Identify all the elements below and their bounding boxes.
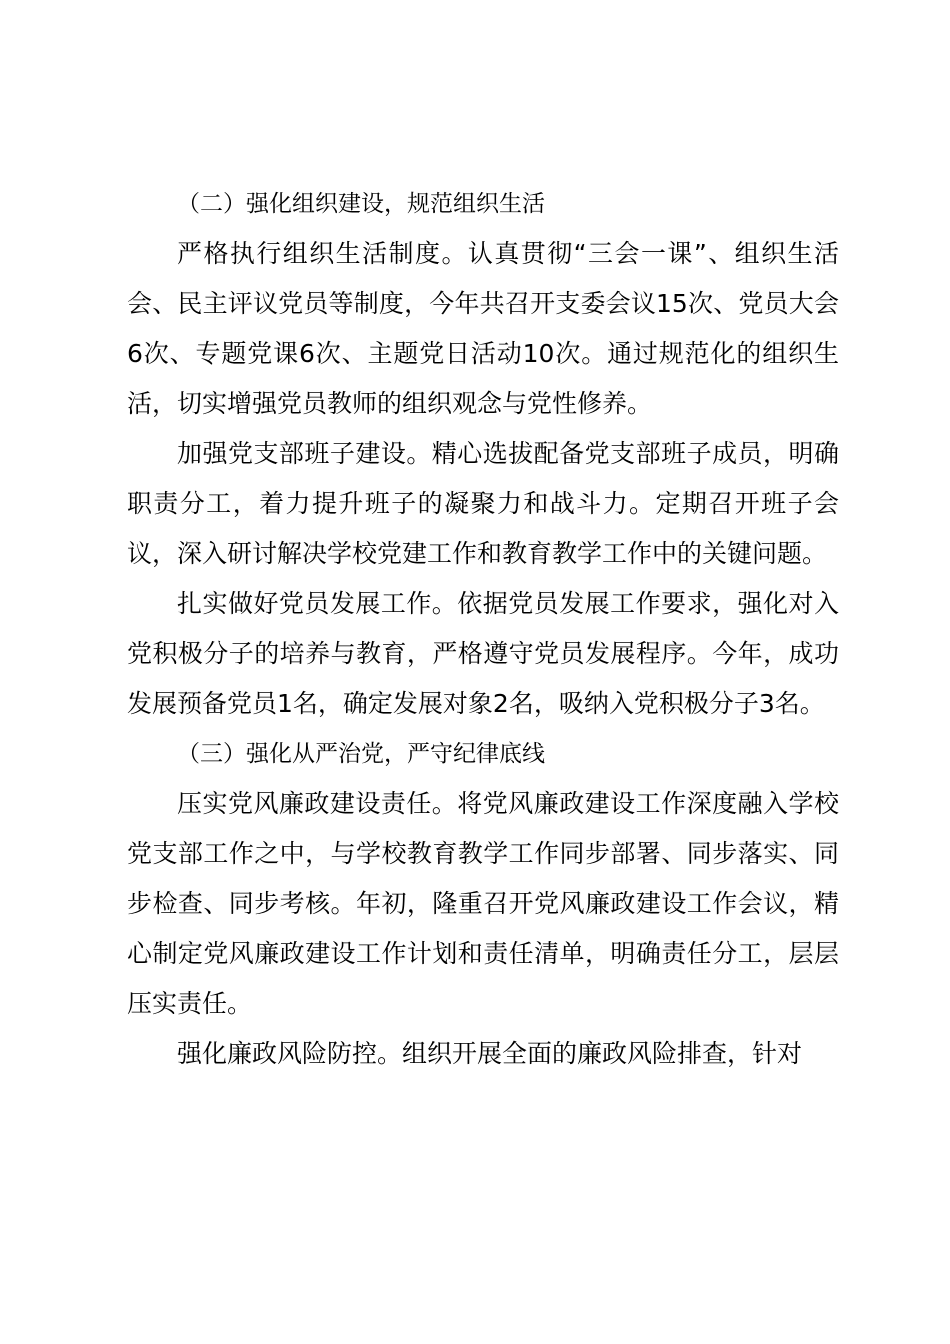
section-heading-3: （三）强化从严治党，严守纪律底线 (177, 741, 545, 767)
section-heading-2: （二）强化组织建设，规范组织生活 (177, 191, 545, 217)
paragraph-member-development: 扎实做好党员发展工作。依据党员发展工作要求，强化对入党积极分子的培养与教育，严格遵守党员发展程序。今年，成功发展预备党员1名，确定发展对象2名，吸纳入党积极分子3名。 (127, 589, 839, 718)
paragraph-branch-team: 加强党支部班子建设。精心选拔配备党支部班子成员，明确职责分工，着力提升班子的凝聚力和战斗力。定期召开班子会议，深入研讨解决学校党建工作和教育教学工作中的关键问题。 (127, 439, 839, 568)
paragraph-integrity-responsibility: 压实党风廉政建设责任。将党风廉政建设工作深度融入学校党支部工作之中，与学校教育教学工作同步部署、同步落实、同步检查、同步考核。年初，隆重召开党风廉政建设工作会议，精心制定党风廉政建设工作计划和责任清单，明确责任分工，层层压实责任。 (127, 789, 839, 1018)
paragraph-risk-control: 强化廉政风险防控。组织开展全面的廉政风险排查，针对 (177, 1039, 803, 1068)
paragraph-organization-life: 严格执行组织生活制度。认真贯彻“三会一课”、组织生活会、民主评议党员等制度，今年共召开支委会议15次、党员大会6次、专题党课6次、主题党日活动10次。通过规范化的组织生活，切实增强党员教师的组织观念与党性修养。 (127, 239, 839, 418)
document-body (127, 179, 839, 1079)
